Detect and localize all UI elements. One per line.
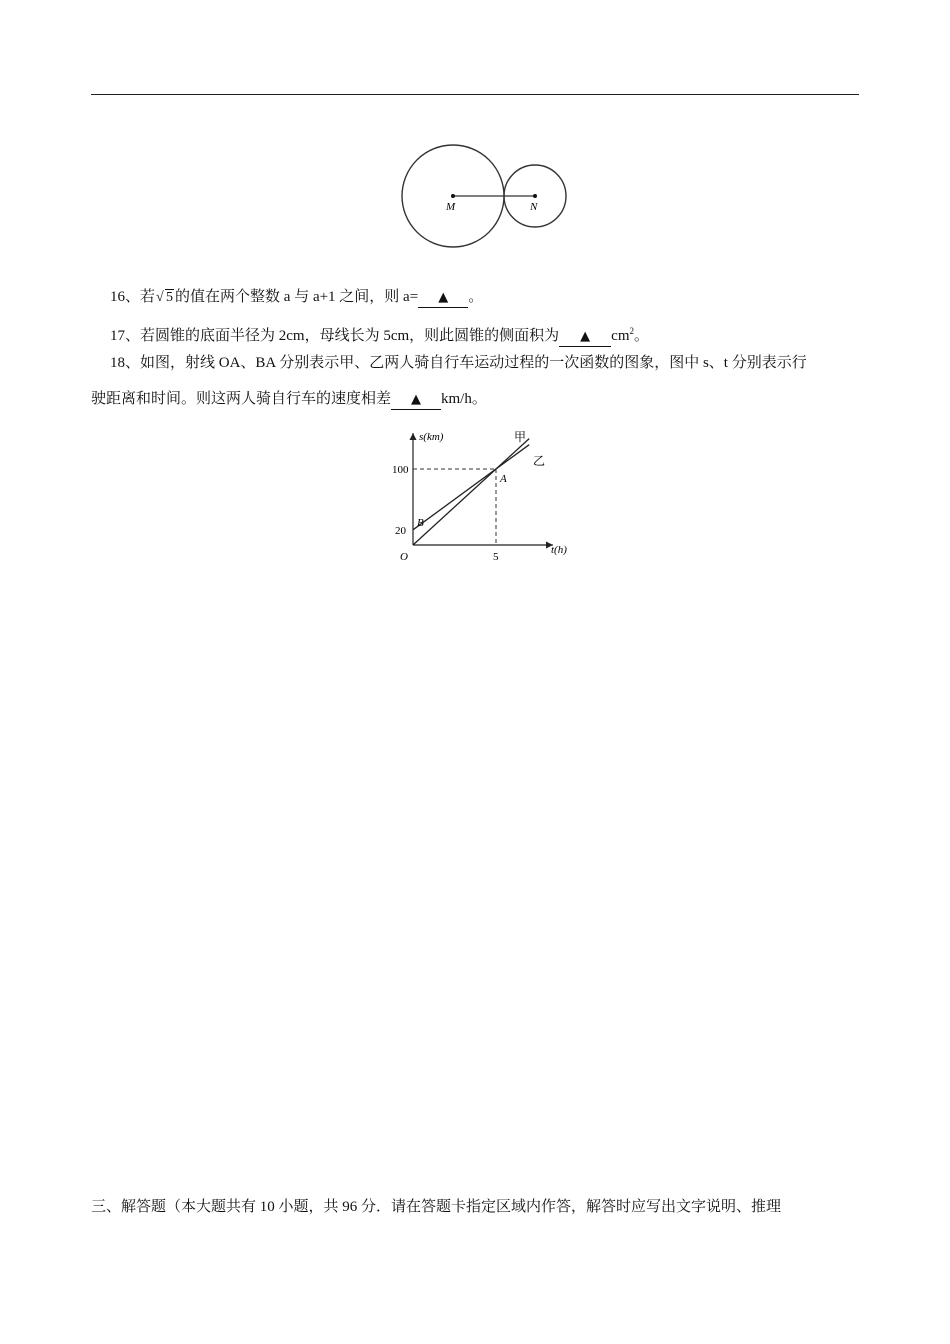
series-label-jia: 甲 bbox=[514, 430, 527, 444]
y-axis-label: s(km) bbox=[419, 431, 444, 443]
question-number: 17、 bbox=[110, 328, 141, 344]
question-18 bbox=[110, 352, 860, 374]
unit: cm bbox=[611, 328, 630, 344]
section-3-heading bbox=[91, 1196, 781, 1218]
triangle-icon: ▲ bbox=[438, 290, 449, 305]
triangle-icon: ▲ bbox=[411, 392, 422, 407]
question-text: 若 bbox=[140, 289, 156, 305]
header-rule bbox=[91, 94, 859, 95]
question-text: 如图，射线 OA、BA 分别表示甲、乙两人骑自行车运动过程的一次函数的图象，图中 s、t 分别表示行 bbox=[140, 355, 807, 371]
x-tick-5: 5 bbox=[493, 551, 499, 563]
question-end: 。 bbox=[468, 289, 484, 305]
point-a-label: A bbox=[500, 473, 507, 485]
question-text: 的值在两个整数 a 与 a+1 之间，则 a= bbox=[175, 289, 419, 305]
sqrt-expression bbox=[156, 286, 174, 309]
point-b-label: B bbox=[417, 516, 424, 529]
question-number: 18、 bbox=[110, 355, 141, 371]
section-text: 三、解答题（本大题共有 10 小题，共 96 分．请在答题卡指定区域内作答，解答时应写出文字说明、推理 bbox=[91, 1199, 782, 1215]
series-line-yi bbox=[413, 445, 529, 530]
question-18-continued bbox=[91, 388, 487, 410]
question-number: 16、 bbox=[110, 289, 141, 305]
question-text: 若圆锥的底面半径为 2cm，母线长为 5cm，则此圆锥的侧面积为 bbox=[140, 328, 560, 344]
point-n bbox=[533, 194, 537, 198]
triangle-icon: ▲ bbox=[580, 329, 591, 344]
unit-exponent: 2 bbox=[629, 326, 634, 336]
answer-blank[interactable] bbox=[418, 288, 468, 308]
question-end: 。 bbox=[634, 328, 650, 344]
unit: km/h。 bbox=[441, 391, 487, 407]
origin-label: O bbox=[400, 551, 408, 563]
series-line-jia bbox=[413, 439, 529, 545]
distance-time-chart bbox=[385, 425, 585, 570]
series-label-yi: 乙 bbox=[533, 454, 546, 468]
question-16 bbox=[110, 286, 483, 309]
question-17 bbox=[110, 320, 649, 347]
question-text: 驶距离和时间。则这两人骑自行车的速度相差 bbox=[91, 391, 392, 407]
y-tick-20: 20 bbox=[395, 524, 406, 537]
answer-blank[interactable] bbox=[391, 390, 441, 410]
label-m: M bbox=[446, 201, 456, 213]
point-m bbox=[451, 194, 455, 198]
y-tick-100: 100 bbox=[392, 464, 409, 476]
x-axis-label: t(h) bbox=[551, 544, 567, 556]
radicand: 5 bbox=[166, 290, 174, 305]
radical-icon: √ bbox=[156, 290, 164, 305]
circles-figure bbox=[395, 138, 575, 258]
answer-blank[interactable] bbox=[559, 327, 611, 347]
label-n: N bbox=[530, 201, 538, 213]
